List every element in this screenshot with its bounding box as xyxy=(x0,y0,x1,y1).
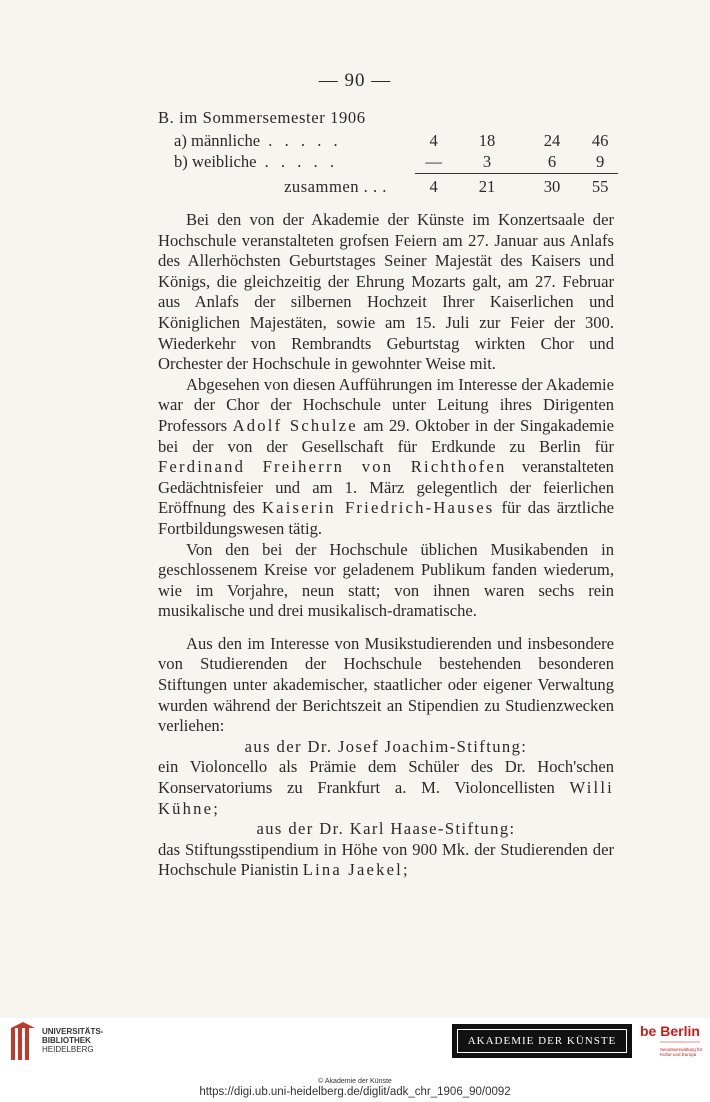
paragraph-music-evenings: Von den bei der Hochschule üblichen Musikabenden in geschlossenem Kreise vor geladenem Publikum fanden wiederum, wie im Vorjahre, neun statt; von ihnen waren sechs rein musikalische und drei musikalisch-dramatische. xyxy=(158,539,614,621)
heading-joachim-stiftung: aus der Dr. Josef Joachim-Stiftung: xyxy=(244,736,528,756)
name-kaiserin-friedrich-haus: Kaiserin Friedrich-Hauses xyxy=(261,498,495,518)
table-cell: 46 xyxy=(591,130,609,150)
table-total-row xyxy=(174,173,618,198)
name-adolf-schulze: Adolf Schulze xyxy=(232,415,358,435)
name-willi-kuehne: Willi Kühne; xyxy=(158,778,614,818)
table-cell: 6 xyxy=(547,151,557,171)
heidelberg-library-logo-icon[interactable] xyxy=(8,1022,38,1062)
paragraph-celebrations: Bei den von der Akademie der Künste im Konzertsaale der Hochschule veranstalteten grofsen Feiern am 27. Januar aus Anlafs des Allerhöchsten Geburtstages Seiner Majestät des Kaisers und Königs, die gleichzeitig der Ehrung Mozarts galt, am 27. Februar aus Anlafs der silbernen Hochzeit Ihrer Kaiserlichen und Königlichen Majestäten, sowie am 15. Juli zur Feier der 300. Wiederkehr von Rembrandts Geburtstag wirkten Chor und Orchester der Hochschule in gewohnter Weise mit. xyxy=(158,210,614,374)
heading-haase-stiftung: aus der Dr. Karl Haase-Stiftung: xyxy=(256,819,516,839)
section-b-title: B. im Sommersemester 1906 xyxy=(158,108,366,127)
table-cell: 21 xyxy=(452,173,521,198)
permalink-url[interactable]: https://digi.ub.uni-heidelberg.de/diglit/adk_chr_1906_90/0092 xyxy=(199,1086,511,1098)
copyright-notice: © Akademie der Künste xyxy=(318,1078,392,1085)
table-cell: 30 xyxy=(522,173,583,198)
table-cell: 4 xyxy=(429,130,438,150)
section-b xyxy=(158,108,618,198)
table-cell: 4 xyxy=(415,173,452,198)
student-count-table xyxy=(174,131,618,198)
table-row: a) männliche . . . . . 4 18 24 46 xyxy=(174,131,618,152)
paragraph-foundations: Aus den im Interesse von Musikstudierenden und insbesondere von Studierenden der Hochschule bestehenden besonderen Stiftungen unter akademischer, staatlicher oder eigener Verwaltung wurden während der Berichtszeit an Stipendien zu Studienzwecken verliehen: xyxy=(158,633,614,736)
svg-text:be Berlin: be Berlin xyxy=(640,1023,700,1039)
senatsverwaltung-label: Senatsverwaltung für Kultur und Europa xyxy=(660,1047,703,1057)
akademie-label: AKADEMIE DER KÜNSTE xyxy=(457,1029,627,1053)
akademie-der-kuenste-logo[interactable] xyxy=(452,1024,632,1058)
total-label: zusammen . . . xyxy=(284,176,387,196)
table-row: b) weibliche . . . . . — 3 6 9 xyxy=(174,152,618,174)
table-cell: — xyxy=(425,151,442,171)
table-cell: 55 xyxy=(582,173,618,198)
paragraph-choir: Abgesehen von diesen Aufführungen im Interesse der Akademie war der Chor der Hochschule unter Leitung ihres Dirigenten Professors Adolf Schulze am 29. Oktober in der Singakademie bei der von der Gesellschaft für Erdkunde zu Berlin für Ferdinand Freiherrn von Richthofen veranstalteten Gedächtnisfeier und am 1. März gelegentlich der feierlichen Eröffnung des Kaiserin Friedrich-Hauses für das ärztliche Fortbildungswesen tätig. xyxy=(158,374,614,538)
name-richthofen: Ferdinand Freiherrn von Richthofen xyxy=(158,457,507,477)
table-cell: 3 xyxy=(482,151,492,171)
table-cell: 18 xyxy=(478,130,496,150)
heidelberg-library-label: UNIVERSITÄTS- BIBLIOTHEK HEIDELBERG xyxy=(42,1027,104,1054)
be-berlin-logo-icon[interactable] xyxy=(640,1022,700,1066)
table-cell: 9 xyxy=(596,151,605,171)
table-cell: 24 xyxy=(543,130,561,150)
row-label: a) männliche xyxy=(174,130,261,150)
paragraph-haase-award: das Stiftungsstipendium in Höhe von 900 Mk. der Studierenden der Hochschule Pianistin Lina Jaekel; xyxy=(158,839,614,880)
row-label: b) weibliche xyxy=(174,152,257,172)
name-lina-jaekel: Lina Jaekel; xyxy=(302,860,410,880)
body-text xyxy=(158,210,614,881)
paragraph-joachim-award: ein Violoncello als Prämie dem Schüler des Dr. Hoch'schen Konservatoriums zu Frankfurt a. M. Violoncellisten Willi Kühne; xyxy=(158,757,614,818)
page-number: — 90 — xyxy=(318,70,392,91)
